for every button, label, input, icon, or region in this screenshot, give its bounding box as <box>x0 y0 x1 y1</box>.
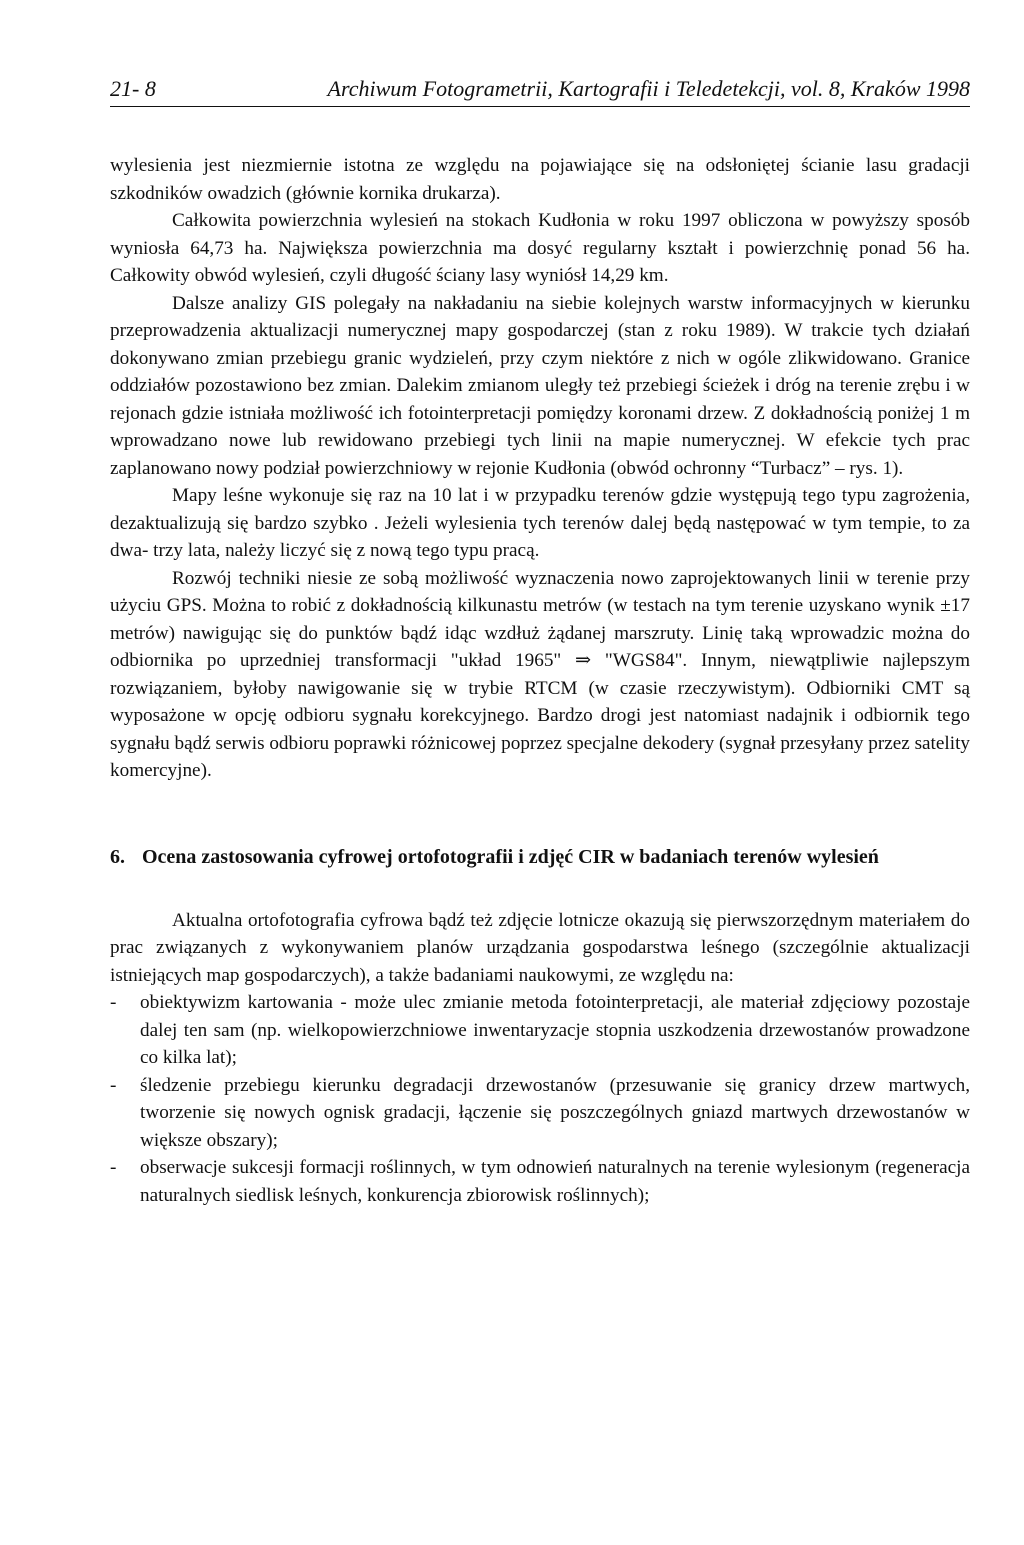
running-header <box>110 74 970 107</box>
section-intro: Aktualna ortofotografia cyfrowa bądź też zdjęcie lotnicze okazują się pierwszorzędnym materiałem do prac związanych z wykonywaniem planów urządzania gospodarstwa leśnego (szczególnie aktualizacji istniejących map gospodarczych), a także badaniami naukowymi, ze względu na: <box>110 909 970 986</box>
section-number: 6. <box>110 845 125 868</box>
bullet-dash: - <box>110 992 117 1013</box>
list-item-text: obserwacje sukcesji formacji roślinnych, w tym odnowień naturalnych na terenie wylesionym (regeneracja naturalnych siedlisk leśnych, konkurencja zbiorowisk roślinnych); <box>140 1157 970 1206</box>
list-item-text: śledzenie przebiegu kierunku degradacji drzewostanów (przesuwanie się granicy drzew martwych, tworzenie się nowych ognisk gradacji, łączenie się poszczególnych gniazd martwych drzewostanów w większe obszary); <box>140 1074 970 1151</box>
list-item <box>110 989 970 1072</box>
section-title: Ocena zastosowania cyfrowej ortofotografii i zdjęć CIR w badaniach terenów wylesień <box>142 845 879 868</box>
paragraph-3: Dalsze analizy GIS polegały na nakładaniu na siebie kolejnych warstw informacyjnych w kierunku przeprowadzenia aktualizacji numerycznej mapy gospodarczej (stan z roku 1989). W trakcie tych działań dokonywano zmian przebiegu granic wydzieleń, przy czym niektóre z nich w ogóle zlikwidowano. Granice oddziałów pozostawiono bez zmian. Dalekim zmianom uległy też przebiegi ścieżek i dróg na terenie zrębu i w rejonach gdzie istniała możliwość ich fotointerpretacji pomiędzy koronami drzew. Z dokładnością poniżej 1 m wprowadzano nowe lub rewidowano przebiegi tych linii na mapie numerycznej. W efekcie tych prac zaplanowano nowy podział powierzchniowy w rejonie Kudłonia (obwód ochronny “Turbacz” – rys. 1). <box>110 292 970 479</box>
list-item-text: obiektywizm kartowania - może ulec zmianie metoda fotointerpretacji, ale materiał zdjęciowy pozostaje dalej ten sam (np. wielkopowierzchniowe inwentaryzacje stopnia uszkodzenia drzewostanów prowadzone co kilka lat); <box>140 992 970 1068</box>
paragraph-5: Rozwój techniki niesie ze sobą możliwość wyznaczenia nowo zaprojektowanych linii w terenie przy użyciu GPS. Można to robić z dokładnością kilkunastu metrów (w testach na tym terenie uzyskano wynik ±17 metrów) nawigując się do punktów bądź idąc wzdłuż żądanej marszruty. Linię taką wprowadzic można do odbiornika po uprzedniej transformacji "układ 1965" ⇒ "WGS84". Innym, niewątpliwie najlepszym rozwiązaniem, byłoby nawigowanie się w trybie RTCM (w czasie rzeczywistym). Odbiorniki CMT są wyposażone w opcję odbioru sygnału korekcyjnego. Bardzo drogi jest natomiast nadajnik i odbiornik tego sygnału bądź serwis odbioru poprawki różnicowej poprzez specjalne dekodery (sygnał przesyłany przez satelity komercyjne). <box>110 567 970 781</box>
page-number: 21- 8 <box>110 76 156 101</box>
section-heading <box>110 843 970 871</box>
bullet-dash: - <box>110 1157 117 1178</box>
paragraph-2: Całkowita powierzchnia wylesień na stokach Kudłonia w roku 1997 obliczona w powyższy sposób wyniosła 64,73 ha. Największa powierzchnia ma dosyć regularny kształt i powierzchnię ponad 56 ha. Całkowity obwód wylesień, czyli długość ściany lasy wyniósł 14,29 km. <box>110 210 970 286</box>
list-item <box>110 1072 970 1155</box>
paragraph-1: wylesienia jest niezmiernie istotna ze względu na pojawiające się na odsłoniętej ścianie lasu gradacji szkodników owadzich (głównie kornika drukarza). <box>110 155 970 204</box>
journal-title: Archiwum Fotogrametrii, Kartografii i Teledetekcji, vol. 8, Kraków 1998 <box>327 76 970 101</box>
bullet-list <box>110 989 970 1209</box>
bullet-dash: - <box>110 1074 117 1096</box>
list-item <box>110 1154 970 1209</box>
paragraph-4: Mapy leśne wykonuje się raz na 10 lat i w przypadku terenów gdzie występują tego typu zagrożenia, dezaktualizują się bardzo szybko . Jeżeli wylesienia tych terenów dalej będą następować w tym tempie, to za dwa- trzy lata, należy liczyć się z nową tego typu pracą. <box>110 485 970 561</box>
article-body <box>110 152 970 1209</box>
